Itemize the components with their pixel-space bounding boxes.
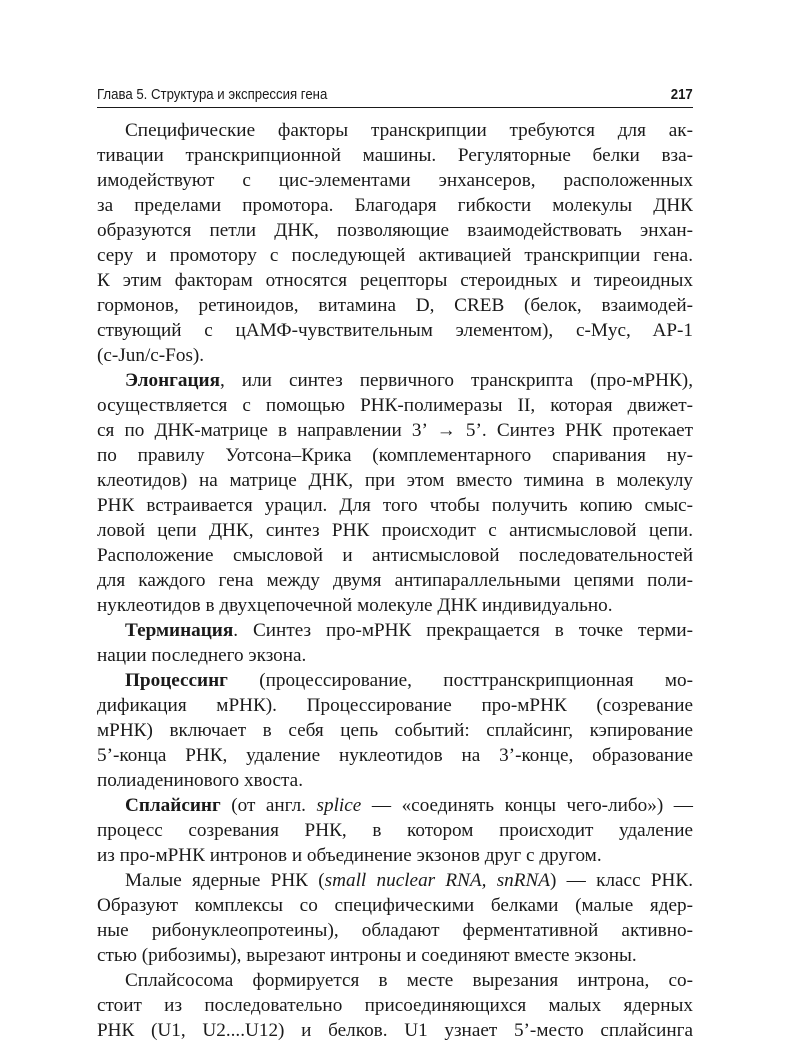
text-line: клеотидов) на матрице ДНК, при этом вместо тимина в молекулу (97, 470, 693, 491)
paragraph-spliceosome (97, 968, 693, 1043)
paragraph-transcription-factors (97, 118, 693, 368)
text-line: ловой цепи ДНК, синтез РНК происходит с антисмысловой цепи. (97, 520, 693, 541)
text-line: РНК встраивается урацил. Для того чтобы получить копию смыс- (97, 495, 693, 516)
text-line: образуются петли ДНК, позволяющие взаимодействовать энхан- (97, 220, 693, 241)
text-line: гормонов, ретиноидов, витамина D, CREB (белок, взаимодей- (97, 295, 693, 316)
text-line: Сплайсосома формируется в месте вырезания интрона, со- (125, 970, 693, 991)
text-line: полиаденинового хвоста. (97, 770, 303, 791)
text-line: осуществляется с помощью РНК-полимеразы II, которая движет- (97, 395, 693, 416)
text-line: процесс созревания РНК, в котором происходит удаление (97, 820, 693, 841)
paragraph-termination (97, 618, 693, 668)
text-line: стоит из последовательно присоединяющихся малых ядерных (97, 995, 693, 1016)
running-header (97, 86, 693, 104)
text-line: дификация мРНК). Процессирование про-мРНК (созревание (97, 695, 693, 716)
text-line: ся по ДНК-матрице в направлении 3’ → 5’. Синтез РНК протекает (97, 420, 693, 441)
text-line: мРНК) включает в себя цепь событий: сплайсинг, кэпирование (97, 720, 693, 741)
text-line: Образуют комплексы со специфическими белками (малые ядер- (97, 895, 693, 916)
term-processing: Процессинг (125, 670, 228, 691)
header-rule (97, 107, 693, 108)
text-line: стью (рибозимы), вырезают интроны и соединяют вместе экзоны. (97, 945, 637, 966)
chapter-title: Глава 5. Структура и экспрессия гена (97, 86, 328, 103)
paragraph-splicing (97, 793, 693, 868)
page-number: 217 (670, 86, 693, 103)
text-line: нации последнего экзона. (97, 645, 307, 666)
term-elongation: Элонгация (125, 370, 220, 391)
text-line: ные рибонуклеопротеины), обладают ферментативной активно- (97, 920, 693, 941)
term-termination: Терминация (125, 620, 234, 641)
text-line: за пределами промотора. Благодаря гибкости молекулы ДНК (97, 195, 693, 216)
text-line: (c-Jun/c-Fos). (97, 345, 205, 366)
text-line: Специфические факторы транскрипции требуются для ак- (125, 120, 693, 141)
text-line: Расположение смысловой и антисмысловой последовательностей (97, 545, 693, 566)
text-line: серу и промотору с последующей активацией транскрипции гена. (97, 245, 693, 266)
text-line: для каждого гена между двумя антипараллельными цепями поли- (97, 570, 693, 591)
text-line: нуклеотидов в двухцепочечной молекуле ДНК индивидуально. (97, 595, 613, 616)
paragraph-processing (97, 668, 693, 793)
text-line: по правилу Уотсона–Крика (комплементарного спаривания ну- (97, 445, 693, 466)
term-splicing: Сплайсинг (125, 795, 221, 816)
text-line: РНК (U1, U2....U12) и белков. U1 узнает 5’-место сплайсинга (97, 1020, 693, 1041)
text-line: 5’-конца РНК, удаление нуклеотидов на 3’-конце, образование (97, 745, 693, 766)
text-line: тивации транскрипционной машины. Регуляторные белки вза- (97, 145, 693, 166)
paragraph-elongation (97, 368, 693, 618)
text-line: Сплайсинг (от англ. splice — «соединять концы чего-либо») — (125, 795, 693, 816)
text-line: Малые ядерные РНК (small nuclear RNA, snRNA) — класс РНК. (125, 870, 693, 891)
text-line: Терминация. Синтез про-мРНК прекращается в точке терми- (125, 620, 693, 641)
text-line: ствующий с цАМФ-чувствительным элементом), c-Myc, AP-1 (97, 320, 693, 341)
paragraph-snrna (97, 868, 693, 968)
body-text (97, 118, 693, 1043)
text-line: Процессинг (процессирование, посттранскрипционная мо- (125, 670, 693, 691)
text-line: Элонгация, или синтез первичного транскрипта (про-мРНК), (125, 370, 693, 391)
text-line: К этим факторам относятся рецепторы стероидных и тиреоидных (97, 270, 693, 291)
text-line: из про-мРНК интронов и объединение экзонов друг с другом. (97, 845, 602, 866)
text-line: имодействуют с цис-элементами энхансеров, расположенных (97, 170, 693, 191)
